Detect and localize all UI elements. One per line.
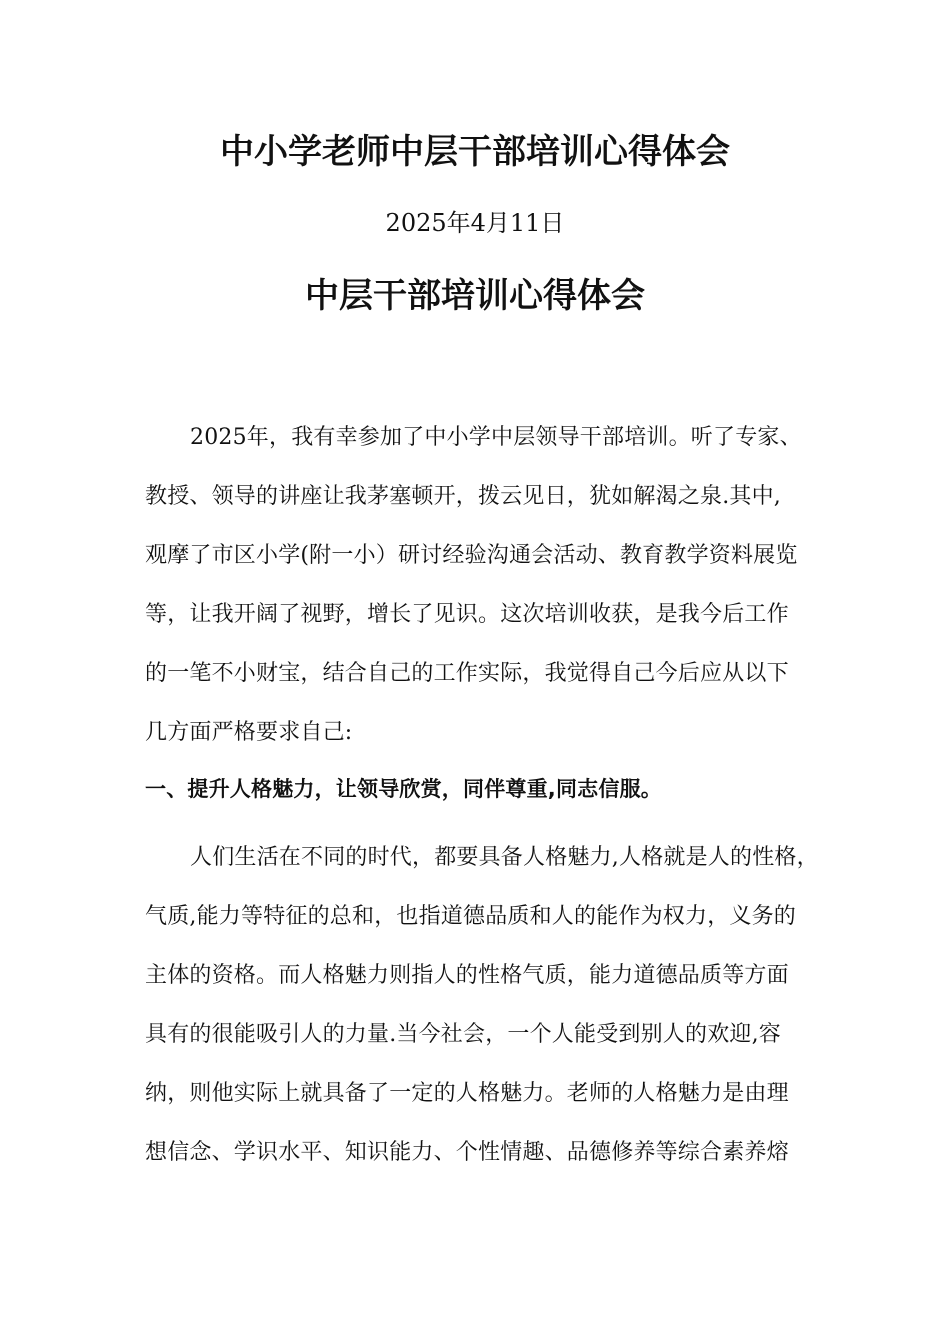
paragraph-line: 具有的很能吸引人的力量.当今社会，一个人能受到别人的欢迎,容: [145, 1022, 781, 1047]
paragraph-line: 教授、领导的讲座让我茅塞顿开，拨云见日，犹如解渴之泉.其中,: [145, 484, 781, 509]
paragraph-line: 气质,能力等特征的总和，也指道德品质和人的能作为权力，义务的: [145, 904, 796, 929]
paragraph-1: [145, 408, 825, 762]
paragraph-line: 2025年，我有幸参加了中小学中层领导干部培训。听了专家、: [190, 425, 802, 450]
paragraph-line: 纳，则他实际上就具备了一定的人格魅力。老师的人格魅力是由理: [145, 1081, 789, 1106]
paragraph-line: 等，让我开阔了视野，增长了见识。这次培训收获，是我今后工作: [145, 602, 789, 627]
paragraph-line: 人们生活在不同的时代，都要具备人格魅力,人格就是人的性格，: [190, 845, 819, 870]
document-date: 2025年4月11日: [385, 209, 565, 237]
paragraph-line: 观摩了市区小学(附一小）研讨经验沟通会活动、教育教学资料展览: [145, 543, 798, 568]
document-title: 中小学老师中层干部培训心得体会: [220, 132, 730, 172]
paragraph-line: 的一笔不小财宝，结合自己的工作实际，我觉得自己今后应从以下: [145, 661, 789, 686]
paragraph-line: 主体的资格。而人格魅力则指人的性格气质，能力道德品质等方面: [145, 963, 789, 988]
section-heading: 一、提升人格魅力，让领导欣赏，同伴尊重,同志信服。: [145, 777, 662, 801]
paragraph-line: 几方面严格要求自己:: [145, 720, 353, 745]
paragraph-2: [145, 828, 825, 1182]
document-subtitle: 中层干部培训心得体会: [305, 276, 645, 316]
paragraph-line: 想信念、学识水平、知识能力、个性情趣、品德修养等综合素养熔: [145, 1140, 789, 1165]
